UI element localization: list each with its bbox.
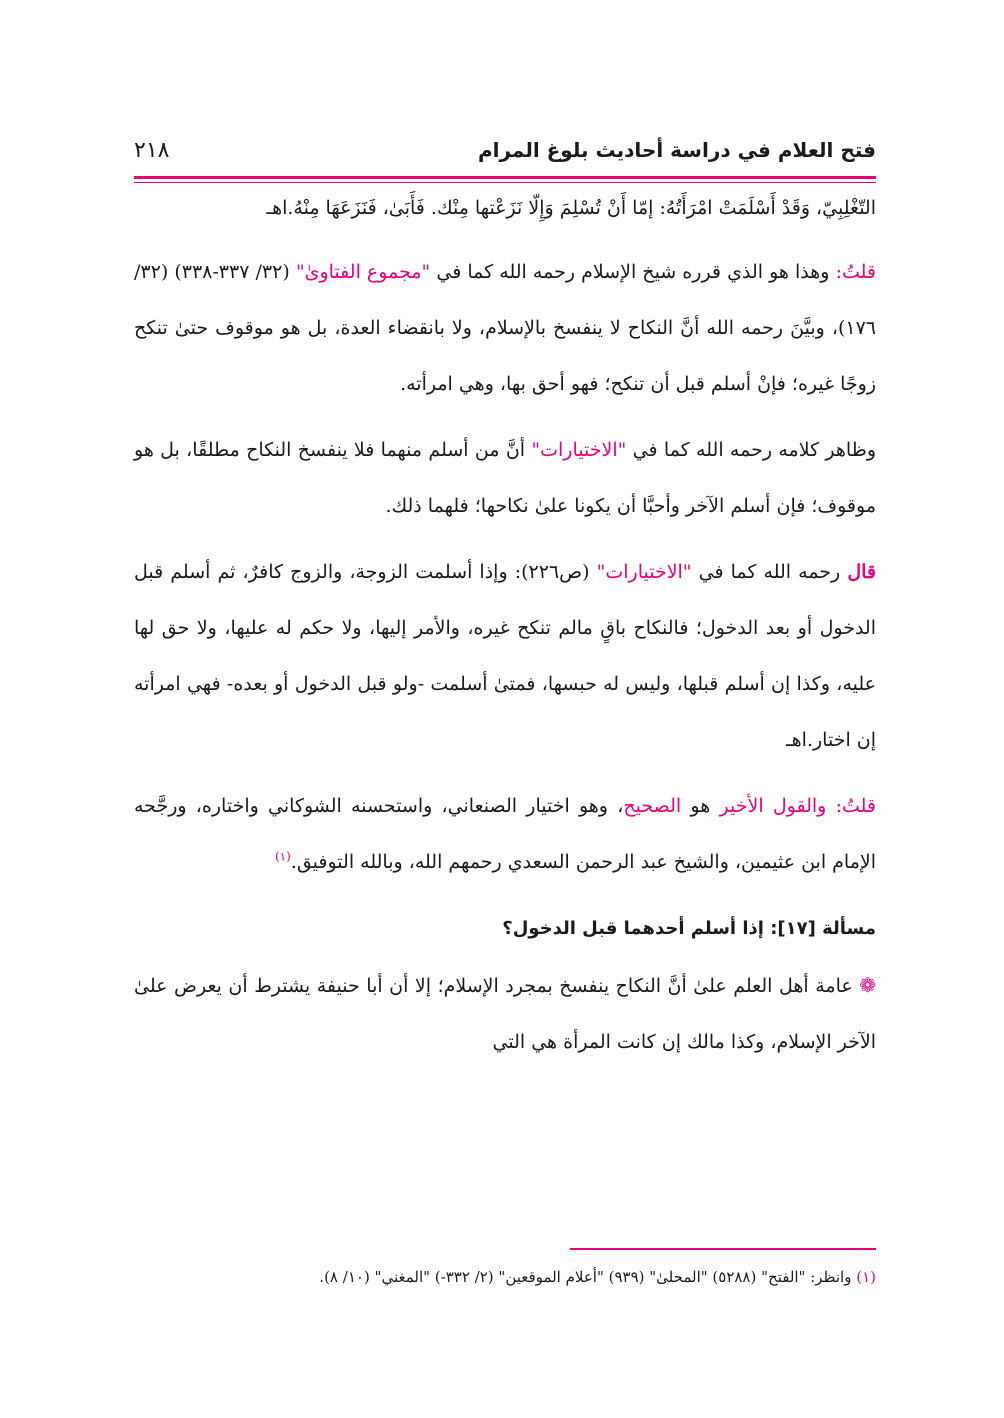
paragraph-text: رحمه الله كما في	[691, 561, 848, 583]
footnote-number: (١)	[856, 1268, 876, 1286]
footnote-marker[interactable]: (١)	[274, 849, 291, 864]
paragraph-text: ، وهو اختيار الصنعاني، واستحسنه الشوكاني واختاره، ورجَّحه الإمام ابن عثيمين، والشيخ عبد الرحمن السعدي رحمهم الله، وبالله التوفيق.	[134, 795, 876, 873]
paragraph-text: وهذا هو الذي قرره شيخ الإسلام رحمه الله كما في	[430, 261, 836, 283]
issue-heading-text: مسألة [١٧]: إذا أسلم أحدهما قبل الدخول؟	[502, 918, 876, 939]
page-header	[134, 128, 876, 172]
paragraph-text: عامة أهل العلم علىٰ أنَّ النكاح ينفسخ بمجرد الإسلام؛ إلا أن أبا حنيفة يشترط أن يعرض علىٰ الآخر الإسلام، وكذا مالك إن كانت المرأة هي التي	[134, 975, 876, 1053]
running-title: فتح العلام في دراسة أحاديث بلوغ المرام	[477, 138, 876, 162]
flower-icon: ❁	[859, 973, 876, 997]
paragraph-lead: قال	[847, 561, 876, 583]
footnote-text: وانظر: "الفتح" (٥٢٨٨) "المحلىٰ" (٩٣٩) "أعلام الموقعين" (٢/ ٣٣٢-) "المغني" (١٠/ ٨).	[319, 1268, 857, 1286]
book-reference: "الاختيارات"	[531, 439, 627, 461]
paragraph-5	[134, 957, 876, 1070]
paragraph-text: هو	[681, 795, 720, 817]
paragraph-text: (٣٢/ ٣٣٧-٣٣٨) (٣٢/ ١٧٦)، وبيَّنَ رحمه الله أنَّ النكاح لا ينفسخ بالإسلام، ولا بانقضاء العدة، بل هو موقوف حتىٰ تنكح زوجًا غيره؛ فإنْ أسلم قبل أن تنكح؛ فهو أحق بها، وهي امرأته.	[134, 261, 876, 395]
paragraph-4	[134, 778, 876, 890]
highlighted-phrase: والقول الأخير	[719, 795, 836, 817]
quote-end-line: التّغْلِبِيّ، وَقَدْ أَسْلَمَتْ امْرَأَتُهُ: إمّا أَنْ تُسْلِمَ وَإِلّا نَزَعْتها مِنْك. فَأَبَىٰ، فَنَزَعَهَا مِنْهُ.اهـ	[266, 197, 876, 219]
footnote-rule	[570, 1248, 876, 1250]
footnote	[134, 1262, 876, 1292]
paragraph-2	[134, 422, 876, 534]
paragraph-3	[134, 544, 876, 768]
issue-heading	[134, 900, 876, 957]
book-reference: "مجموع الفتاوىٰ"	[295, 261, 431, 283]
paragraph-lead: قلتُ:	[835, 795, 876, 817]
paragraph-text: وظاهر كلامه رحمه الله كما في	[626, 439, 876, 461]
main-text	[134, 182, 876, 1070]
page-number: ٢١٨	[134, 137, 170, 163]
paragraph-text: (ص٢٢٦): وإذا أسلمت الزوجة، والزوج كافرٌ، ثم أسلم قبل الدخول أو بعد الدخول؛ فالنكاح باقٍ مالم تنكح غيره، والأمر إليها، ولا حكم له عليها، ولا حق لها عليه، وكذا إن أسلم قبلها، وليس له حبسها، فمتىٰ أسلمت -ولو قبل الدخول أو بعده- فهي امرأته إن اختار.اهـ	[134, 561, 876, 751]
header-rule-thick	[134, 176, 876, 179]
paragraph-lead: قلتُ:	[835, 261, 876, 283]
highlighted-word: الصحيح	[623, 795, 682, 817]
paragraph-text: أنَّ من أسلم منهما فلا ينفسخ النكاح مطلقًا، بل هو موقوف؛ فإن أسلم الآخر وأحبَّا أن يكونا علىٰ نكاحها؛ فلهما ذلك.	[134, 439, 876, 517]
paragraph-1	[134, 244, 876, 412]
book-reference: "الاختيارات"	[596, 561, 692, 583]
